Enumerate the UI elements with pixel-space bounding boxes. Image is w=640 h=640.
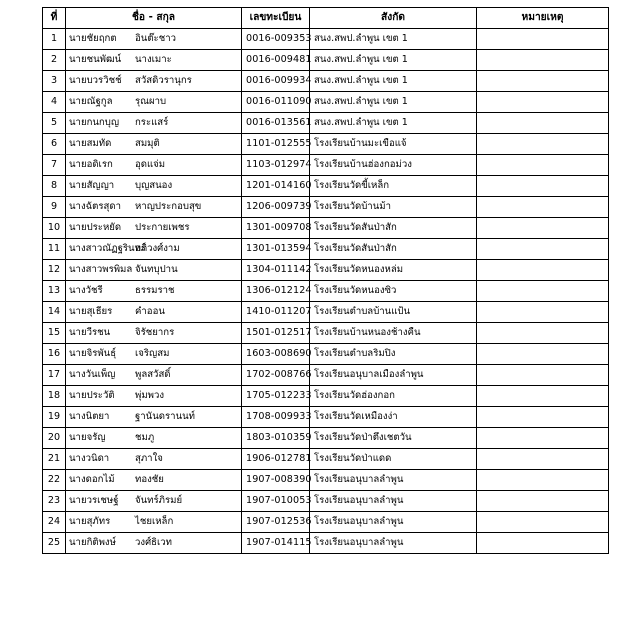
table-row <box>43 260 609 281</box>
registration-number: 0016-013561 <box>242 113 310 134</box>
registration-number: 0016-009353 <box>242 29 310 50</box>
row-number: 15 <box>43 323 66 344</box>
first-name: นายชัยฤกต <box>69 33 117 44</box>
registration-number: 1705-012233 <box>242 386 310 407</box>
remarks <box>477 218 609 239</box>
remarks <box>477 176 609 197</box>
remarks <box>477 71 609 92</box>
last-name: รุณผาบ <box>135 96 167 107</box>
table-row <box>43 449 609 470</box>
first-name: นายสัญญา <box>69 180 115 191</box>
table-row <box>43 134 609 155</box>
registration-number: 1306-012124 <box>242 281 310 302</box>
row-number: 24 <box>43 512 66 533</box>
last-name: สมมุติ <box>135 138 160 149</box>
full-name-cell <box>66 197 242 218</box>
header-row <box>43 8 609 29</box>
registration-number: 1201-014160 <box>242 176 310 197</box>
last-name: บุญสนอง <box>135 180 173 191</box>
table-row <box>43 512 609 533</box>
full-name-cell <box>66 491 242 512</box>
registration-number: 1907-010053 <box>242 491 310 512</box>
full-name-cell <box>66 176 242 197</box>
row-number: 25 <box>43 533 66 554</box>
affiliation: โรงเรียนวัดหนองซิว <box>310 281 477 302</box>
last-name: จันทบุปาน <box>135 264 178 275</box>
table-row <box>43 176 609 197</box>
row-number: 1 <box>43 29 66 50</box>
first-name: นายวีรชน <box>69 327 111 338</box>
last-name: ชมภู <box>135 432 155 443</box>
registration-number: 0016-009481 <box>242 50 310 71</box>
affiliation: โรงเรียนวัดสันป่าสัก <box>310 239 477 260</box>
table-row <box>43 29 609 50</box>
first-name: นายสุภัทร <box>69 516 111 527</box>
row-number: 6 <box>43 134 66 155</box>
last-name: พูลสวัสดิ์ <box>135 369 171 380</box>
last-name: หาญประกอบสุข <box>135 201 202 212</box>
last-name: ไชยเหล็ก <box>135 516 174 527</box>
table-row <box>43 50 609 71</box>
table-row <box>43 323 609 344</box>
last-name: คำออน <box>135 306 165 317</box>
last-name: อุดแจ่ม <box>135 159 166 170</box>
table-row <box>43 386 609 407</box>
registration-number: 1101-012555 <box>242 134 310 155</box>
row-number: 4 <box>43 92 66 113</box>
remarks <box>477 386 609 407</box>
remarks <box>477 239 609 260</box>
last-name: เจริญสม <box>135 348 170 359</box>
registration-number: 1103-012974 <box>242 155 310 176</box>
affiliation: โรงเรียนตำบลริมปิง <box>310 344 477 365</box>
remarks <box>477 470 609 491</box>
registration-number: 1206-009739 <box>242 197 310 218</box>
table-row <box>43 533 609 554</box>
table-row <box>43 113 609 134</box>
registration-number: 1907-012536 <box>242 512 310 533</box>
affiliation: สนง.สพป.ลำพูน เขต 1 <box>310 50 477 71</box>
row-number: 22 <box>43 470 66 491</box>
registration-number: 1410-011207 <box>242 302 310 323</box>
header-no: ที่ <box>43 8 66 29</box>
row-number: 14 <box>43 302 66 323</box>
roster-table <box>42 7 609 554</box>
full-name-cell <box>66 260 242 281</box>
table-row <box>43 428 609 449</box>
first-name: นายกนกบุญ <box>69 117 120 128</box>
full-name-cell <box>66 407 242 428</box>
remarks <box>477 113 609 134</box>
full-name-cell <box>66 512 242 533</box>
full-name-cell <box>66 470 242 491</box>
remarks <box>477 281 609 302</box>
remarks <box>477 50 609 71</box>
full-name-cell <box>66 113 242 134</box>
table-row <box>43 302 609 323</box>
first-name: นายบวรวิชช์ <box>69 75 122 86</box>
remarks <box>477 428 609 449</box>
row-number: 3 <box>43 71 66 92</box>
remarks <box>477 344 609 365</box>
affiliation: สนง.สพป.ลำพูน เขต 1 <box>310 71 477 92</box>
first-name: นายสมทัด <box>69 138 112 149</box>
row-number: 2 <box>43 50 66 71</box>
header-remarks: หมายเหตุ <box>477 8 609 29</box>
row-number: 7 <box>43 155 66 176</box>
first-name: นางวัชรี <box>69 285 103 296</box>
first-name: นายอดิเรก <box>69 159 113 170</box>
affiliation: โรงเรียนวัดป่าแดด <box>310 449 477 470</box>
remarks <box>477 323 609 344</box>
row-number: 10 <box>43 218 66 239</box>
registration-number: 1301-013594 <box>242 239 310 260</box>
full-name-cell <box>66 302 242 323</box>
first-name: นางสาวณัฏฐรินทร์ <box>69 243 147 254</box>
affiliation: สนง.สพป.ลำพูน เขต 1 <box>310 92 477 113</box>
remarks <box>477 407 609 428</box>
affiliation: โรงเรียนอนุบาลลำพูน <box>310 533 477 554</box>
affiliation: โรงเรียนวัดเหมืองง่า <box>310 407 477 428</box>
row-number: 17 <box>43 365 66 386</box>
last-name: จิรัชยากร <box>135 327 175 338</box>
full-name-cell <box>66 239 242 260</box>
row-number: 8 <box>43 176 66 197</box>
remarks <box>477 533 609 554</box>
last-name: อินต๊ะชาว <box>135 33 176 44</box>
last-name: สุภาใจ <box>135 453 163 464</box>
last-name: สวัสดิวรานุกร <box>135 75 192 86</box>
registration-number: 1301-009708 <box>242 218 310 239</box>
full-name-cell <box>66 92 242 113</box>
full-name-cell <box>66 29 242 50</box>
affiliation: สนง.สพป.ลำพูน เขต 1 <box>310 29 477 50</box>
table-row <box>43 197 609 218</box>
affiliation: โรงเรียนอนุบาลลำพูน <box>310 512 477 533</box>
registration-number: 1906-012781 <box>242 449 310 470</box>
registration-number: 0016-009934 <box>242 71 310 92</box>
row-number: 21 <box>43 449 66 470</box>
first-name: นางนิตยา <box>69 411 110 422</box>
table-row <box>43 71 609 92</box>
table-row <box>43 218 609 239</box>
remarks <box>477 365 609 386</box>
registration-number: 1907-008390 <box>242 470 310 491</box>
full-name-cell <box>66 218 242 239</box>
registration-number: 1603-008690 <box>242 344 310 365</box>
registration-number: 1702-008766 <box>242 365 310 386</box>
row-number: 20 <box>43 428 66 449</box>
table-row <box>43 365 609 386</box>
remarks <box>477 134 609 155</box>
full-name-cell <box>66 155 242 176</box>
row-number: 13 <box>43 281 66 302</box>
table-row <box>43 470 609 491</box>
affiliation: โรงเรียนอนุบาลเมืองลำพูน <box>310 365 477 386</box>
full-name-cell <box>66 428 242 449</box>
table-row <box>43 407 609 428</box>
first-name: นางฉัตรสุดา <box>69 201 122 212</box>
registration-number: 1304-011142 <box>242 260 310 281</box>
first-name: นายสุเธียร <box>69 306 113 317</box>
last-name: ประกายเพชร <box>135 222 190 233</box>
full-name-cell <box>66 365 242 386</box>
last-name: อภิวงศ์งาม <box>135 243 180 254</box>
last-name: จันทร์ภิรมย์ <box>135 495 183 506</box>
table-body <box>43 29 609 554</box>
last-name: ฐานันดรานนท์ <box>135 411 196 422</box>
affiliation: โรงเรียนวัดบ้านม้า <box>310 197 477 218</box>
table-row <box>43 344 609 365</box>
first-name: นางวันเพ็ญ <box>69 369 116 380</box>
affiliation: โรงเรียนบ้านฮ่องกอม่วง <box>310 155 477 176</box>
last-name: พุ่มพวง <box>135 390 165 401</box>
row-number: 12 <box>43 260 66 281</box>
row-number: 18 <box>43 386 66 407</box>
full-name-cell <box>66 533 242 554</box>
table-row <box>43 155 609 176</box>
remarks <box>477 29 609 50</box>
row-number: 23 <box>43 491 66 512</box>
first-name: นายประหยัด <box>69 222 122 233</box>
row-number: 9 <box>43 197 66 218</box>
affiliation: โรงเรียนวัดขี้เหล็ก <box>310 176 477 197</box>
full-name-cell <box>66 134 242 155</box>
full-name-cell <box>66 281 242 302</box>
remarks <box>477 260 609 281</box>
affiliation: โรงเรียนวัดหนองหล่ม <box>310 260 477 281</box>
affiliation: โรงเรียนวัดป่าตึงเชตวัน <box>310 428 477 449</box>
affiliation: โรงเรียนตำบลบ้านแป้น <box>310 302 477 323</box>
full-name-cell <box>66 449 242 470</box>
row-number: 5 <box>43 113 66 134</box>
row-number: 19 <box>43 407 66 428</box>
full-name-cell <box>66 344 242 365</box>
registration-number: 1501-012517 <box>242 323 310 344</box>
registration-number: 1708-009933 <box>242 407 310 428</box>
affiliation: สนง.สพป.ลำพูน เขต 1 <box>310 113 477 134</box>
remarks <box>477 302 609 323</box>
affiliation: โรงเรียนวัดสันป่าสัก <box>310 218 477 239</box>
remarks <box>477 92 609 113</box>
header-affiliation: สังกัด <box>310 8 477 29</box>
affiliation: โรงเรียนบ้านหนองช้างคืน <box>310 323 477 344</box>
first-name: นายชนพัฒน์ <box>69 54 122 65</box>
remarks <box>477 197 609 218</box>
table-row <box>43 281 609 302</box>
remarks <box>477 155 609 176</box>
last-name: ธรรมราช <box>135 285 175 296</box>
remarks <box>477 512 609 533</box>
affiliation: โรงเรียนบ้านมะเขือแจ้ <box>310 134 477 155</box>
full-name-cell <box>66 386 242 407</box>
table-row <box>43 92 609 113</box>
full-name-cell <box>66 71 242 92</box>
first-name: นายจิรพันธุ์ <box>69 348 117 359</box>
first-name: นายณัฐกูล <box>69 96 113 107</box>
header-registration: เลขทะเบียน <box>242 8 310 29</box>
last-name: วงศ์ธิเวท <box>135 537 173 548</box>
table-row <box>43 491 609 512</box>
row-number: 11 <box>43 239 66 260</box>
remarks <box>477 449 609 470</box>
affiliation: โรงเรียนวัดฮ่องกอก <box>310 386 477 407</box>
full-name-cell <box>66 50 242 71</box>
first-name: นายประวัติ <box>69 390 115 401</box>
first-name: นายจรัญ <box>69 432 106 443</box>
first-name: นายกิติพงษ์ <box>69 537 116 548</box>
first-name: นางวนิดา <box>69 453 110 464</box>
row-number: 16 <box>43 344 66 365</box>
affiliation: โรงเรียนอนุบาลลำพูน <box>310 470 477 491</box>
affiliation: โรงเรียนอนุบาลลำพูน <box>310 491 477 512</box>
first-name: นางดอกไม้ <box>69 474 115 485</box>
header-name: ชื่อ - สกุล <box>66 8 242 29</box>
first-name: นายวรเชษฐ์ <box>69 495 119 506</box>
table-row <box>43 239 609 260</box>
full-name-cell <box>66 323 242 344</box>
last-name: กระแสร์ <box>135 117 169 128</box>
first-name: นางสาวพรพิมล <box>69 264 133 275</box>
registration-number: 0016-011090 <box>242 92 310 113</box>
registration-number: 1803-010359 <box>242 428 310 449</box>
last-name: นางเมาะ <box>135 54 172 65</box>
remarks <box>477 491 609 512</box>
table-header <box>43 8 609 29</box>
registration-number: 1907-014115 <box>242 533 310 554</box>
last-name: ทองชัย <box>135 474 164 485</box>
